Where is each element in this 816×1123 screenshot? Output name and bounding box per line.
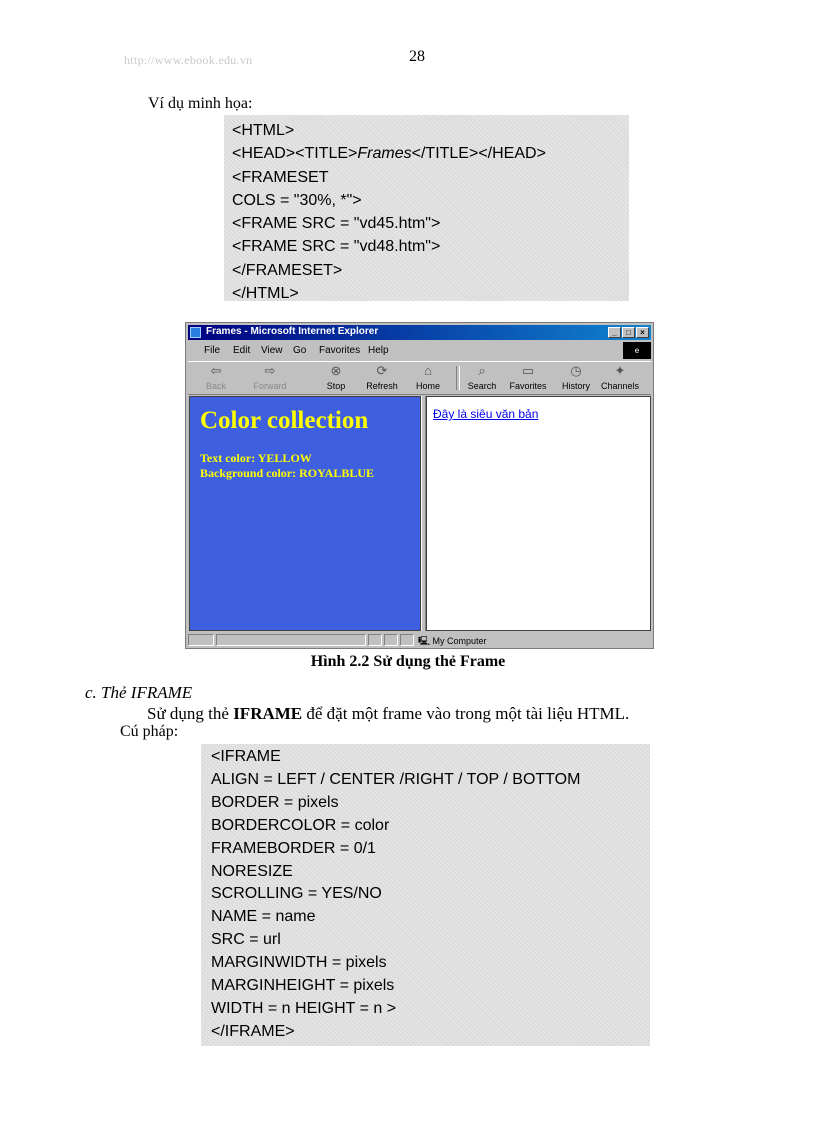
minimize-icon[interactable]: _ — [608, 327, 621, 338]
search-button[interactable]: ⌕ Search — [467, 363, 497, 391]
home-icon: ⌂ — [424, 363, 432, 378]
background-color-line: Background color: ROYALBLUE — [200, 466, 375, 480]
menu-go[interactable]: Go — [293, 345, 307, 356]
code-line: <FRAME SRC = "vd45.htm"> — [232, 215, 441, 233]
code-line: ALIGN = LEFT / CENTER /RIGHT / TOP / BOTTOM — [211, 770, 581, 788]
code-line: COLS = "30%, *"> — [232, 191, 362, 209]
history-icon: ◷ — [570, 363, 582, 378]
code-line: </FRAMESET> — [232, 261, 343, 279]
code-line: </IFRAME> — [211, 1022, 295, 1040]
header-url: http://www.ebook.edu.vn — [124, 53, 253, 67]
status-text-cell — [216, 634, 366, 646]
status-cell — [368, 634, 382, 646]
code-line: SCROLLING = YES/NO — [211, 885, 382, 903]
home-button[interactable]: ⌂ Home — [415, 363, 440, 391]
code-block-iframe — [201, 744, 650, 1046]
code-line: </HTML> — [232, 285, 299, 303]
maximize-icon[interactable]: □ — [622, 327, 635, 338]
figure-caption: Hình 2.2 Sử dụng thẻ Frame — [310, 653, 506, 670]
menu-view[interactable]: View — [261, 345, 283, 356]
channels-button[interactable]: ✦ Channels — [600, 363, 640, 391]
code-line: FRAMEBORDER = 0/1 — [211, 839, 376, 857]
browser-window-screenshot — [185, 322, 654, 649]
left-frame — [189, 396, 421, 631]
back-button[interactable]: ⇦ Back — [205, 363, 226, 391]
code-token: <HEAD><TITLE> — [232, 145, 358, 163]
refresh-icon: ⟳ — [376, 363, 388, 378]
code-line: NAME = name — [211, 908, 316, 926]
favorites-folder-icon: ▭ — [521, 363, 535, 378]
stop-button[interactable]: ⊗ Stop — [326, 363, 346, 391]
close-icon[interactable]: × — [636, 327, 649, 338]
forward-arrow-icon: ⇨ — [264, 363, 276, 378]
menu-edit[interactable]: Edit — [233, 345, 251, 356]
status-bar — [188, 633, 651, 647]
hypertext-link[interactable]: Đây là siêu văn bản — [433, 407, 539, 421]
syntax-label: Cú pháp: — [120, 723, 179, 740]
code-line: BORDER = pixels — [211, 793, 339, 811]
browser-titlebar — [188, 325, 651, 340]
code-line: MARGINHEIGHT = pixels — [211, 977, 395, 995]
code-line: <FRAMESET — [232, 168, 329, 186]
code-line: <IFRAME — [211, 748, 281, 765]
menu-help[interactable]: Help — [368, 345, 389, 356]
section-paragraph: Sử dụng thẻ IFRAME để đặt một frame vào trong một tài liệu HTML. — [147, 704, 630, 723]
color-collection-heading: Color collection — [200, 407, 369, 434]
menu-file[interactable]: File — [204, 345, 221, 356]
code-line: WIDTH = n HEIGHT = n > — [211, 999, 397, 1017]
ie-window-icon — [190, 327, 201, 338]
status-cell — [384, 634, 398, 646]
page-number: 28 — [409, 48, 425, 65]
browser-toolbar — [188, 361, 651, 395]
code-line: MARGINWIDTH = pixels — [211, 954, 387, 972]
forward-button[interactable]: ⇨ Forward — [253, 363, 287, 391]
section-title: c. Thẻ IFRAME — [85, 683, 193, 702]
history-button[interactable]: ◷ History — [561, 363, 590, 391]
menu-bar — [188, 342, 651, 359]
status-cell — [400, 634, 414, 646]
example-intro: Ví dụ minh họa: — [148, 95, 253, 112]
right-frame — [426, 396, 651, 631]
search-icon: ⌕ — [478, 363, 486, 378]
code-italic-token: Frames — [357, 145, 412, 163]
code-line: NORESIZE — [211, 862, 293, 880]
stop-icon: ⊗ — [330, 363, 342, 378]
code-line: BORDERCOLOR = color — [211, 816, 390, 834]
code-line: SRC = url — [211, 931, 281, 949]
code-block-frameset — [224, 115, 629, 301]
channels-icon: ✦ — [614, 363, 626, 378]
code-token: </TITLE></HEAD> — [411, 145, 546, 163]
text-color-line: Text color: YELLOW — [200, 451, 312, 465]
code-line: <HTML> — [232, 122, 295, 139]
code-line: <FRAME SRC = "vd48.htm"> — [232, 238, 441, 256]
code-line — [232, 142, 629, 165]
zone-my-computer: 🖳 My Computer — [418, 636, 487, 646]
back-arrow-icon: ⇦ — [210, 363, 222, 378]
status-page-icon — [188, 634, 214, 646]
refresh-button[interactable]: ⟳ Refresh — [366, 363, 398, 391]
favorites-button[interactable]: ▭ Favorites — [509, 363, 547, 391]
menu-favorites[interactable]: Favorites — [319, 345, 361, 356]
browser-title: Frames - Microsoft Internet Explorer — [206, 326, 379, 337]
ie-logo-icon: e — [623, 342, 651, 359]
